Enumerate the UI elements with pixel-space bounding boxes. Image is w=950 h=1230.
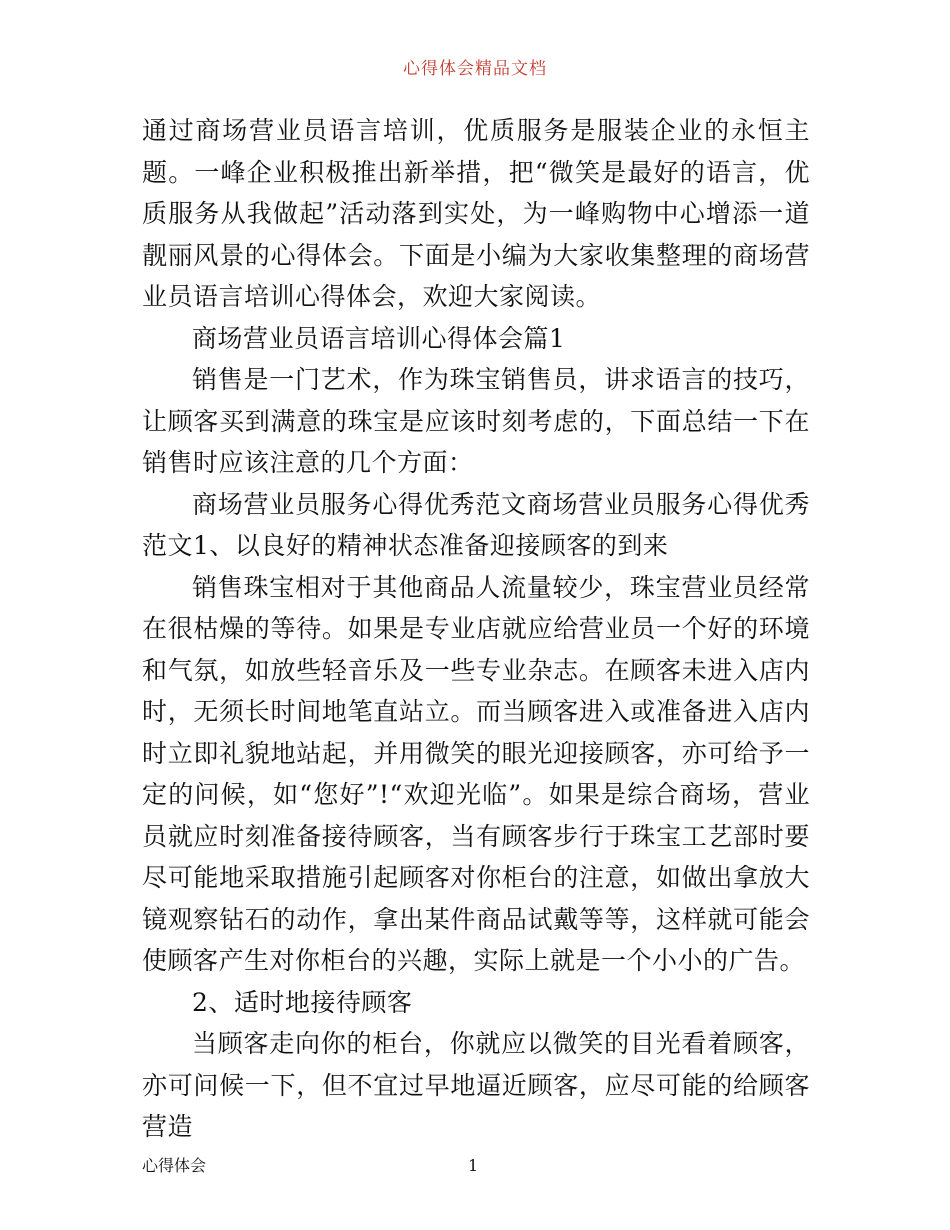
paragraph-sales-art: 销售是一门艺术，作为珠宝销售员，讲求语言的技巧，让顾客买到满意的珠宝是应该时刻考虑的，下面总结一下在销售时应该注意的几个方面： [142,365,810,477]
footer-label: 心得体会 [142,1156,207,1175]
footer-page-number: 1 [468,1156,479,1175]
paragraph-point-2-detail: 当顾客走向你的柜台，你就应以微笑的目光看着顾客，亦可问候一下，但不宜过早地逼近顾客，应尽可能的给顾客营造 [142,1029,810,1141]
paragraph-point-2: 2、适时地接待顾客 [192,987,413,1017]
header-title: 心得体会精品文档 [403,59,547,79]
paragraph-intro: 通过商场营业员语言培训，优质服务是服装企业的永恒主题。一峰企业积极推出新举措，把“微笑是最好的语言，优质服务从我做起”活动落到实处，为一峰购物中心增添一道靓丽风景的心得体会。下面是小编为大家收集整理的商场营业员语言培训心得体会，欢迎大家阅读。 [142,116,810,311]
paragraph-point-1-detail: 销售珠宝相对于其他商品人流量较少，珠宝营业员经常在很枯燥的等待。如果是专业店就应给营业员一个好的环境和气氛，如放些轻音乐及一些专业杂志。在顾客未进入店内时，无须长时间地笔直站立。而当顾客进入或准备进入店内时立即礼貌地站起，并用微笑的眼光迎接顾客，亦可给予一定的问候，如“您好”!“欢迎光临”。如果是综合商场，营业员就应时刻准备接待顾客，当有顾客步行于珠宝工艺部时要尽可能地采取措施引起顾客对你柜台的注意，如做出拿放大镜观察钻石的动作，拿出某件商品试戴等等，这样就可能会使顾客产生对你柜台的兴趣，实际上就是一个小小的广告。 [142,572,810,975]
paragraph-point-1: 商场营业员服务心得优秀范文商场营业员服务心得优秀范文1、以良好的精神状态准备迎接顾客的到来 [142,489,810,560]
body-text [142,110,810,1148]
paragraph-section-heading: 商场营业员语言培训心得体会篇1 [192,323,566,353]
